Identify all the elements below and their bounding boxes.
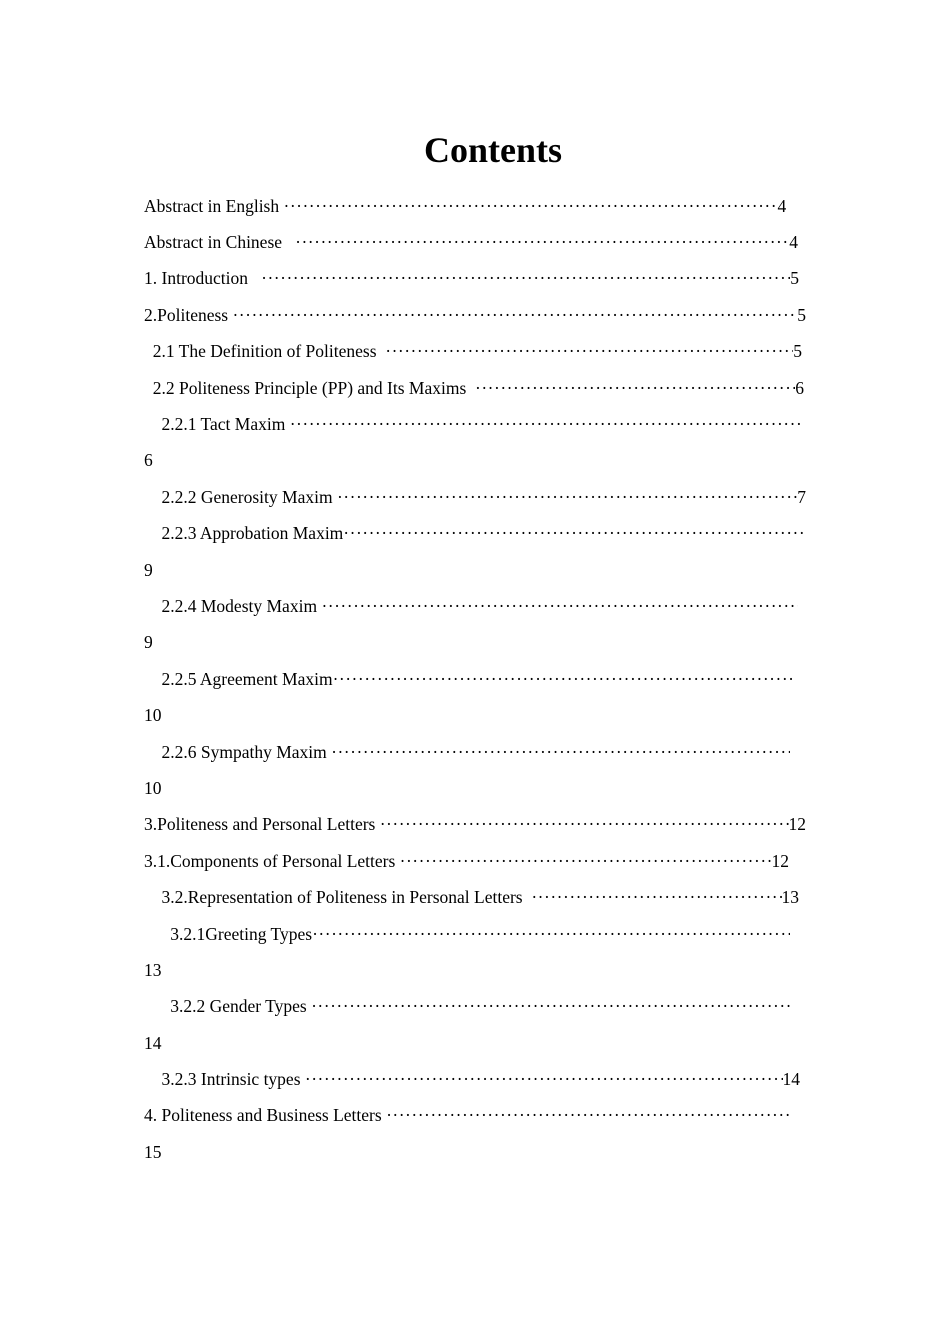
- toc-entry-page-wrapped: [144, 1025, 808, 1061]
- toc-entry-page: 14: [782, 1069, 800, 1090]
- toc-entry-label: 2.2.5 Agreement Maxim: [144, 668, 333, 689]
- toc-entry-business-letters[interactable]: [144, 1098, 792, 1134]
- toc-entry-page: 4: [777, 195, 787, 216]
- toc-entry-intrinsic-types[interactable]: [144, 1061, 800, 1097]
- toc-entry-page: 10: [144, 705, 162, 726]
- toc-entry-page-wrapped: [144, 552, 808, 588]
- table-of-contents: [144, 188, 808, 1171]
- toc-entry-abstract-english[interactable]: [144, 188, 808, 224]
- toc-entry-page-wrapped: [144, 697, 808, 733]
- toc-entry-page: 12: [788, 814, 806, 835]
- dot-leader: [331, 742, 790, 763]
- dot-leader: [400, 851, 772, 872]
- page-title: Contents: [423, 130, 562, 170]
- toc-entry-label: 2.2.4 Modesty Maxim: [144, 595, 322, 616]
- toc-entry-page: 13: [144, 959, 162, 980]
- toc-entry-page: 6: [795, 377, 804, 398]
- toc-entry-introduction[interactable]: [144, 261, 799, 297]
- toc-entry-label: Abstract in Chinese: [144, 232, 296, 253]
- toc-entry-components-personal-letters[interactable]: [144, 843, 789, 879]
- toc-entry-politeness[interactable]: [144, 297, 806, 333]
- toc-entry-generosity-maxim[interactable]: [144, 479, 806, 515]
- toc-entry-agreement-maxim[interactable]: [144, 661, 792, 697]
- dot-leader: [380, 814, 789, 835]
- toc-entry-label: 3.2.3 Intrinsic types: [144, 1069, 305, 1090]
- toc-entry-tact-maxim[interactable]: [144, 406, 804, 442]
- toc-entry-sympathy-maxim[interactable]: [144, 734, 790, 770]
- toc-entry-page: 12: [771, 850, 789, 871]
- toc-entry-label: 4. Politeness and Business Letters: [144, 1105, 387, 1126]
- toc-entry-label: 3.2.1Greeting Types: [144, 923, 313, 944]
- toc-entry-page: 14: [144, 1032, 162, 1053]
- dot-leader: [311, 996, 790, 1017]
- dot-leader: [386, 1105, 792, 1126]
- toc-entry-page: 7: [797, 486, 806, 507]
- toc-entry-page: 5: [793, 341, 802, 362]
- dot-leader: [312, 924, 790, 945]
- toc-entry-definition-of-politeness[interactable]: [144, 334, 802, 370]
- toc-entry-page: 9: [144, 559, 153, 580]
- toc-entry-label: 2.2 Politeness Principle (PP) and Its Maxims: [144, 377, 476, 398]
- toc-entry-label: 3.2.Representation of Politeness in Personal Letters: [144, 887, 532, 908]
- toc-entry-label: 2.Politeness: [144, 304, 233, 325]
- toc-entry-abstract-chinese[interactable]: [144, 224, 798, 260]
- toc-entry-page-wrapped: [144, 625, 808, 661]
- dot-leader: [295, 232, 789, 253]
- dot-leader: [343, 523, 804, 544]
- toc-entry-politeness-principle[interactable]: [144, 370, 804, 406]
- dot-leader: [385, 341, 793, 362]
- toc-entry-label: 2.2.3 Approbation Maxim: [144, 523, 344, 544]
- toc-entry-label: 2.2.2 Generosity Maxim: [144, 486, 337, 507]
- toc-entry-page-wrapped: [144, 443, 808, 479]
- toc-entry-label: 3.Politeness and Personal Letters: [144, 814, 380, 835]
- toc-entry-gender-types[interactable]: [144, 989, 790, 1025]
- dot-leader: [531, 887, 781, 908]
- dot-leader: [305, 1069, 783, 1090]
- toc-entry-label: 3.1.Components of Personal Letters: [144, 850, 400, 871]
- toc-entry-representation-politeness[interactable]: [144, 879, 799, 915]
- toc-entry-greeting-types[interactable]: [144, 916, 790, 952]
- dot-leader: [321, 596, 798, 617]
- dot-leader: [284, 196, 778, 217]
- dot-leader: [475, 378, 795, 399]
- toc-entry-page-wrapped: [144, 952, 808, 988]
- toc-entry-page: 15: [144, 1141, 162, 1162]
- dot-leader: [261, 268, 790, 289]
- toc-entry-page-wrapped: [144, 770, 808, 806]
- toc-entry-label: 3.2.2 Gender Types: [144, 996, 312, 1017]
- toc-entry-page-wrapped: [144, 1134, 808, 1170]
- toc-entry-page: 4: [789, 232, 798, 253]
- dot-leader: [290, 414, 804, 435]
- dot-leader: [337, 487, 797, 508]
- toc-entry-label: 2.2.1 Tact Maxim: [144, 414, 290, 435]
- toc-entry-page: 6: [144, 450, 153, 471]
- toc-entry-page: 10: [144, 777, 162, 798]
- toc-entry-page: 13: [781, 887, 799, 908]
- dot-leader: [232, 305, 797, 326]
- toc-entry-label: 1. Introduction: [144, 268, 262, 289]
- toc-entry-modesty-maxim[interactable]: [144, 588, 798, 624]
- dot-leader: [333, 669, 792, 690]
- toc-entry-personal-letters[interactable]: [144, 807, 806, 843]
- toc-entry-page: 5: [790, 268, 799, 289]
- toc-entry-page: 9: [144, 632, 153, 653]
- toc-entry-page: 5: [797, 304, 806, 325]
- toc-entry-approbation-maxim[interactable]: [144, 516, 804, 552]
- toc-entry-label: Abstract in English: [144, 195, 284, 216]
- toc-entry-label: 2.1 The Definition of Politeness: [144, 341, 386, 362]
- toc-entry-label: 2.2.6 Sympathy Maxim: [144, 741, 332, 762]
